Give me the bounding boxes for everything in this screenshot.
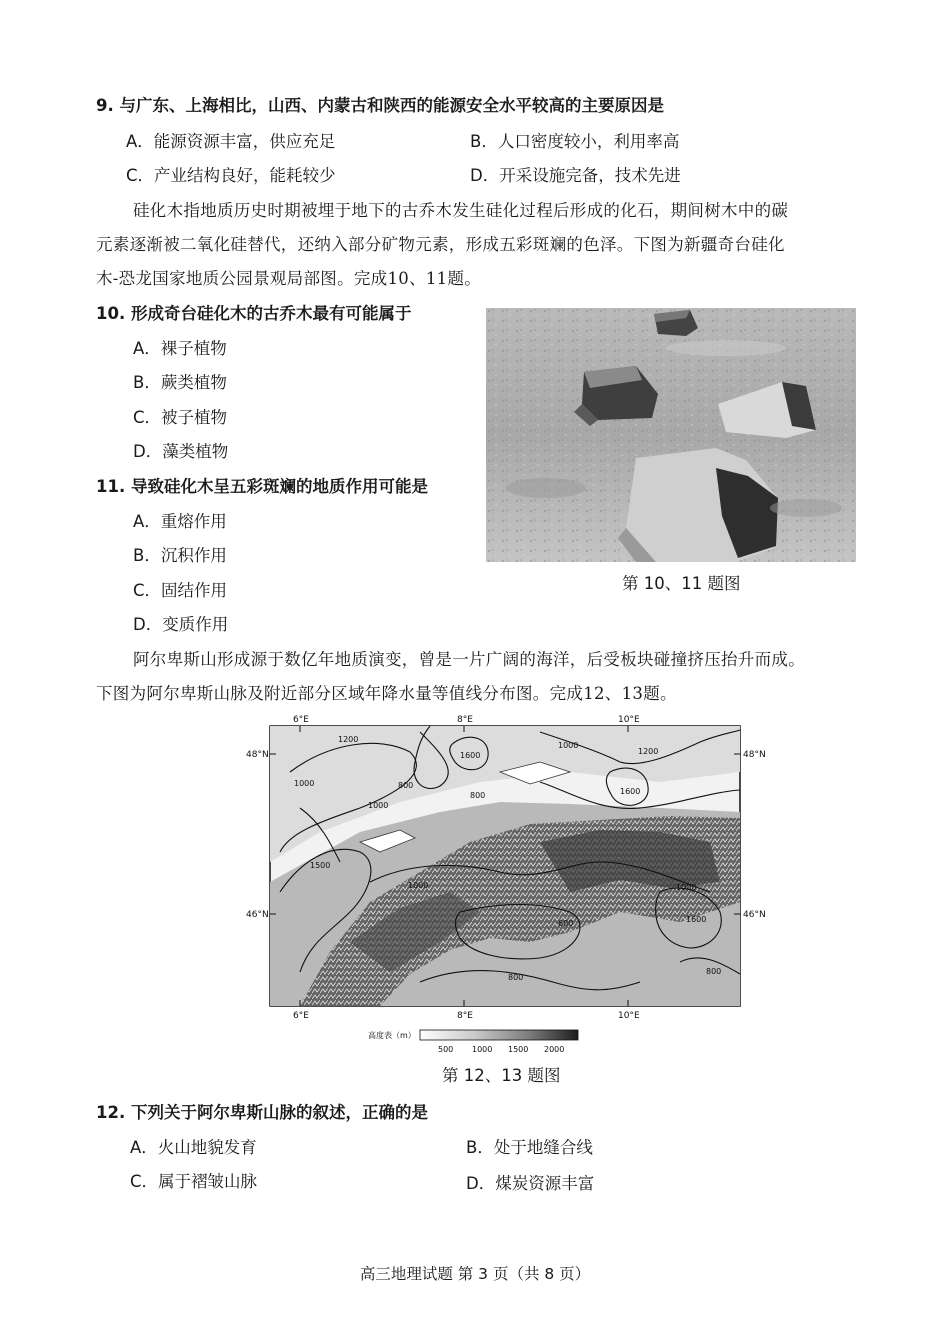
contour-label: 800 <box>706 967 722 976</box>
intro2-line2: 下图为阿尔卑斯山脉及附近部分区域年降水量等值线分布图。完成12、13题。 <box>96 684 677 703</box>
fig1-caption: 第 10、11 题图 <box>622 574 741 593</box>
q10-option-b[interactable]: B．蕨类植物 <box>133 373 227 392</box>
legend-tick: 1500 <box>508 1045 529 1054</box>
contour-label: 1000 <box>408 881 429 890</box>
lon-label-bottom: 8°E <box>457 1011 473 1021</box>
lon-label-bottom: 6°E <box>293 1011 309 1021</box>
q12-option-c[interactable]: C．属于褶皱山脉 <box>130 1172 258 1191</box>
q9-option-a[interactable]: A．能源资源丰富，供应充足 <box>126 132 336 151</box>
intro2-line1: 阿尔卑斯山形成源于数亿年地质演变，曾是一片广阔的海洋，后受板块碰撞挤压抬升而成。 <box>133 650 805 669</box>
q12-option-a[interactable]: A．火山地貌发育 <box>130 1138 257 1157</box>
q10-option-d[interactable]: D．藻类植物 <box>133 442 229 461</box>
legend-tick: 500 <box>438 1045 454 1054</box>
contour-label: 800 <box>470 791 486 800</box>
elevation-legend <box>368 1030 578 1054</box>
lon-label-top: 6°E <box>293 715 309 725</box>
page-footer: 高三地理试题 第 3 页（共 8 页） <box>359 1265 591 1283</box>
contour-label: 1600 <box>460 751 481 760</box>
q11-stem: 11. 导致硅化木呈五彩斑斓的地质作用可能是 <box>96 477 428 496</box>
fig2-caption: 第 12、13 题图 <box>442 1066 561 1085</box>
contour-label: 1000 <box>676 883 697 892</box>
q12-option-d[interactable]: D．煤炭资源丰富 <box>466 1174 595 1193</box>
q9-option-c[interactable]: C．产业结构良好，能耗较少 <box>126 166 336 185</box>
contour-label: 1600 <box>686 915 707 924</box>
intro1-line1: 硅化木指地质历史时期被埋于地下的古乔木发生硅化过程后形成的化石，期间树木中的碳 <box>133 201 789 220</box>
lat-label-right: 48°N <box>743 750 766 760</box>
legend-tick: 1000 <box>472 1045 493 1054</box>
contour-label: 1000 <box>558 741 579 750</box>
lon-label-top: 8°E <box>457 715 473 725</box>
intro1-line2: 元素逐渐被二氧化硅替代，还纳入部分矿物元素，形成五彩斑斓的色泽。下图为新疆奇台硅化 <box>96 235 785 254</box>
petrified-wood-photo <box>486 308 856 562</box>
q10-option-a[interactable]: A．裸子植物 <box>133 339 227 358</box>
alps-precipitation-map <box>240 712 780 1057</box>
q11-option-b[interactable]: B．沉积作用 <box>133 546 227 565</box>
q10-stem: 10. 形成奇台硅化木的古乔木最有可能属于 <box>96 304 412 323</box>
intro1-line3: 木-恐龙国家地质公园景观局部图。完成10、11题。 <box>96 269 482 288</box>
q10-option-c[interactable]: C．被子植物 <box>133 408 228 427</box>
q9-option-b[interactable]: B．人口密度较小，利用率高 <box>470 132 680 151</box>
q12-stem: 12. 下列关于阿尔卑斯山脉的叙述，正确的是 <box>96 1103 428 1122</box>
legend-title: 高度表（m） <box>368 1031 416 1040</box>
legend-tick: 2000 <box>544 1045 565 1054</box>
lat-label-right: 46°N <box>743 910 766 920</box>
contour-label: 1000 <box>294 779 315 788</box>
lon-label-top: 10°E <box>618 715 640 725</box>
q11-option-d[interactable]: D．变质作用 <box>133 615 229 634</box>
contour-label: 1600 <box>620 787 641 796</box>
q12-option-b[interactable]: B．处于地缝合线 <box>466 1138 593 1157</box>
legend-bar <box>420 1030 578 1040</box>
lat-label-left: 48°N <box>246 750 269 760</box>
contour-label: 1000 <box>368 801 389 810</box>
q9-option-d[interactable]: D．开采设施完备，技术先进 <box>470 166 681 185</box>
lon-label-bottom: 10°E <box>618 1011 640 1021</box>
contour-label: 600 <box>558 919 574 928</box>
q11-option-c[interactable]: C．固结作用 <box>133 581 228 600</box>
lat-label-left: 46°N <box>246 910 269 920</box>
contour-label: 1200 <box>638 747 659 756</box>
q11-option-a[interactable]: A．重熔作用 <box>133 512 227 531</box>
q9-stem: 9. 与广东、上海相比，山西、内蒙古和陕西的能源安全水平较高的主要原因是 <box>96 96 664 115</box>
contour-label: 1500 <box>310 861 331 870</box>
contour-label: 800 <box>508 973 524 982</box>
contour-label: 800 <box>398 781 414 790</box>
contour-label: 1200 <box>338 735 359 744</box>
